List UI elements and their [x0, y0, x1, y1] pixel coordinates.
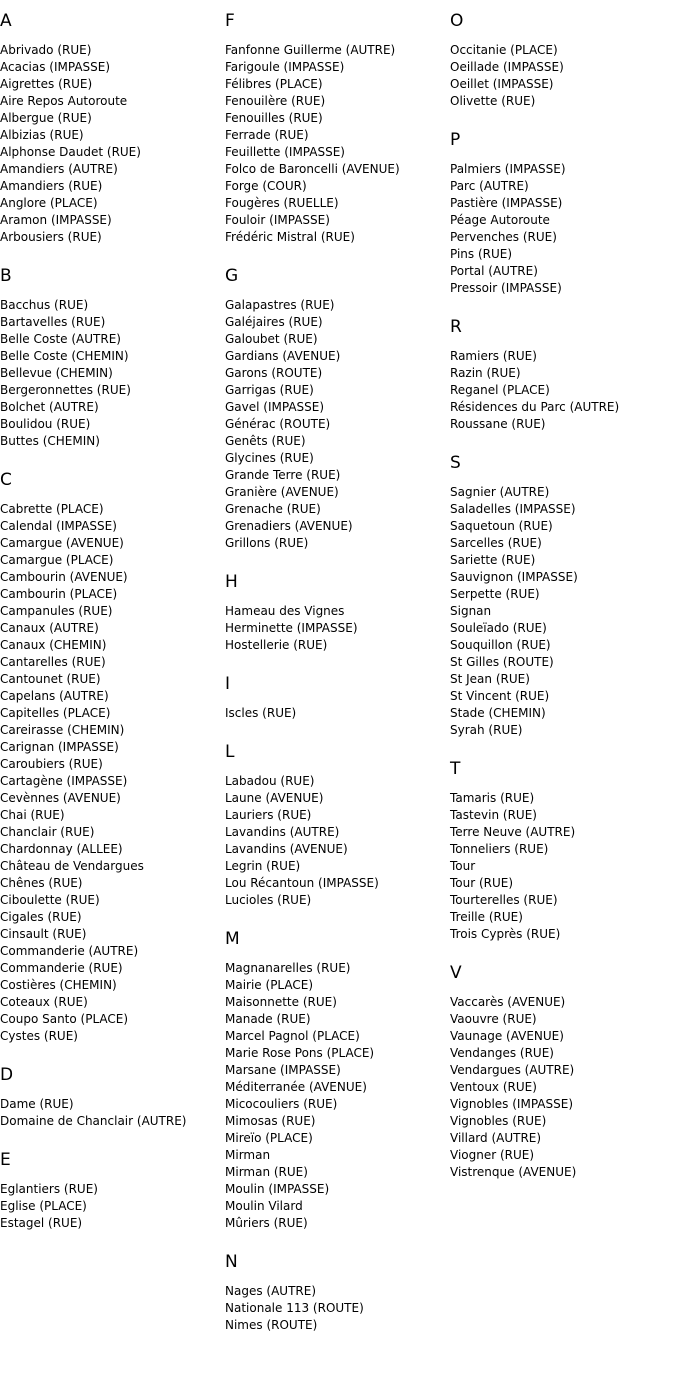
letter-section	[225, 1249, 450, 1334]
street-name: Fanfonne Guillerme (AUTRE)	[225, 43, 396, 57]
street-name: Canaux (CHEMIN)	[0, 638, 107, 652]
letter-section	[225, 569, 450, 654]
street-name: Cartagène (IMPASSE)	[0, 774, 128, 788]
letter-section	[225, 926, 450, 1232]
street-name: Pins (RUE)	[450, 247, 513, 261]
street-name: Lou Récantoun (IMPASSE)	[225, 876, 379, 890]
street-name: Camargue (AVENUE)	[0, 536, 124, 550]
street-name: Reganel (PLACE)	[450, 383, 550, 397]
street-name: Souquillon (RUE)	[450, 638, 551, 652]
street-name: Lucioles (RUE)	[225, 893, 312, 907]
letter-section	[450, 314, 675, 433]
street-name: Belle Coste (CHEMIN)	[0, 349, 129, 363]
section-letter-heading: H	[225, 572, 238, 592]
street-name: Galapastres (RUE)	[225, 298, 335, 312]
street-name: Mirman	[225, 1148, 271, 1162]
street-list	[225, 705, 450, 722]
street-name: Chai (RUE)	[0, 808, 65, 822]
street-name: Glycines (RUE)	[225, 451, 314, 465]
street-name: Aramon (IMPASSE)	[0, 213, 112, 227]
street-name: Razin (RUE)	[450, 366, 521, 380]
letter-section	[225, 263, 450, 552]
letter-section	[0, 8, 225, 246]
street-list	[0, 1181, 225, 1232]
street-name: Tonneliers (RUE)	[450, 842, 549, 856]
street-name: Résidences du Parc (AUTRE)	[450, 400, 620, 414]
street-name: Générac (ROUTE)	[225, 417, 331, 431]
street-name: Lauriers (RUE)	[225, 808, 312, 822]
street-name: Portal (AUTRE)	[450, 264, 538, 278]
street-name: Vaccarès (AVENUE)	[450, 995, 566, 1009]
street-name: St Jean (RUE)	[450, 672, 530, 686]
street-name: Feuillette (IMPASSE)	[225, 145, 345, 159]
street-name: Vignobles (IMPASSE)	[450, 1097, 573, 1111]
street-name: Syrah (RUE)	[450, 723, 523, 737]
index-column	[225, 8, 450, 1351]
street-name: Péage Autoroute	[450, 213, 550, 227]
street-name: Farigoule (IMPASSE)	[225, 60, 345, 74]
street-name: Bergeronnettes (RUE)	[0, 383, 131, 397]
letter-section	[0, 467, 225, 1045]
street-name: Ramiers (RUE)	[450, 349, 537, 363]
street-name: Grillons (RUE)	[225, 536, 309, 550]
section-letter-heading: T	[450, 759, 461, 779]
street-name: Belle Coste (AUTRE)	[0, 332, 121, 346]
street-name: Hostellerie (RUE)	[225, 638, 328, 652]
street-list	[225, 297, 450, 552]
street-name: Herminette (IMPASSE)	[225, 621, 358, 635]
street-name: Cabrette (PLACE)	[0, 502, 104, 516]
street-name: Lavandins (AVENUE)	[225, 842, 348, 856]
street-list	[450, 790, 675, 943]
street-name: Garrigas (RUE)	[225, 383, 314, 397]
section-letter-heading: C	[0, 470, 12, 490]
section-letter-heading: I	[225, 674, 231, 694]
street-name: Boulidou (RUE)	[0, 417, 91, 431]
street-name: Palmiers (IMPASSE)	[450, 162, 566, 176]
street-name: Granière (AVENUE)	[225, 485, 339, 499]
street-name: Maisonnette (RUE)	[225, 995, 337, 1009]
street-name: Careirasse (CHEMIN)	[0, 723, 125, 737]
street-name: Buttes (CHEMIN)	[0, 434, 100, 448]
street-name: Vistrenque (AVENUE)	[450, 1165, 577, 1179]
street-name: Cinsault (RUE)	[0, 927, 87, 941]
street-name: Galéjaires (RUE)	[225, 315, 323, 329]
letter-section	[0, 263, 225, 450]
street-name: Camargue (PLACE)	[0, 553, 114, 567]
street-name: Moulin (IMPASSE)	[225, 1182, 330, 1196]
street-name: Olivette (RUE)	[450, 94, 536, 108]
street-name: Lavandins (AUTRE)	[225, 825, 340, 839]
street-name: Calendal (IMPASSE)	[0, 519, 117, 533]
street-list	[450, 484, 675, 739]
street-name: Château de Vendargues	[0, 859, 144, 873]
letter-section	[225, 671, 450, 722]
street-name: Treille (RUE)	[450, 910, 523, 924]
street-name: Nimes (ROUTE)	[225, 1318, 318, 1332]
street-name: Aigrettes (RUE)	[0, 77, 93, 91]
street-name: Sarcelles (RUE)	[450, 536, 542, 550]
street-name: Arbousiers (RUE)	[0, 230, 102, 244]
street-name: Legrin (RUE)	[225, 859, 301, 873]
section-letter-heading: O	[450, 11, 464, 31]
street-name: Mirman (RUE)	[225, 1165, 308, 1179]
street-name: Vignobles (RUE)	[450, 1114, 547, 1128]
street-list	[225, 1283, 450, 1334]
street-name: Trois Cyprès (RUE)	[450, 927, 561, 941]
street-name: Gardians (AVENUE)	[225, 349, 341, 363]
section-letter-heading: A	[0, 11, 12, 31]
street-list	[450, 161, 675, 297]
section-letter-heading: S	[450, 453, 461, 473]
street-name: Marsane (IMPASSE)	[225, 1063, 341, 1077]
street-name: Sauvignon (IMPASSE)	[450, 570, 578, 584]
street-name: Villard (AUTRE)	[450, 1131, 542, 1145]
street-name: Costières (CHEMIN)	[0, 978, 117, 992]
street-list	[225, 960, 450, 1232]
street-name: Abrivado (RUE)	[0, 43, 92, 57]
street-name: Bacchus (RUE)	[0, 298, 89, 312]
street-name: Capelans (AUTRE)	[0, 689, 109, 703]
street-name: Vaouvre (RUE)	[450, 1012, 537, 1026]
street-name: Tour	[450, 859, 476, 873]
street-name: Tamaris (RUE)	[450, 791, 535, 805]
street-name: Galoubet (RUE)	[225, 332, 318, 346]
street-name: Dame (RUE)	[0, 1097, 74, 1111]
street-name: Souleïado (RUE)	[450, 621, 547, 635]
letter-section	[225, 739, 450, 909]
street-name: Gavel (IMPASSE)	[225, 400, 325, 414]
street-name: Serpette (RUE)	[450, 587, 540, 601]
street-name: Occitanie (PLACE)	[450, 43, 558, 57]
street-list	[225, 42, 450, 246]
section-letter-heading: N	[225, 1252, 238, 1272]
street-list	[450, 348, 675, 433]
street-name: Forge (COUR)	[225, 179, 307, 193]
street-name: Grande Terre (RUE)	[225, 468, 341, 482]
street-name: Pastière (IMPASSE)	[450, 196, 563, 210]
street-name: Aire Repos Autoroute	[0, 94, 128, 108]
street-name: Terre Neuve (AUTRE)	[450, 825, 576, 839]
street-name: Cystes (RUE)	[0, 1029, 78, 1043]
letter-section	[0, 1147, 225, 1232]
street-name: Capitelles (PLACE)	[0, 706, 111, 720]
index-column	[450, 8, 675, 1198]
street-name: Grenache (RUE)	[225, 502, 321, 516]
street-name: Carignan (IMPASSE)	[0, 740, 119, 754]
street-name: Vendanges (RUE)	[450, 1046, 554, 1060]
street-name: Coupo Santo (PLACE)	[0, 1012, 129, 1026]
street-name: Tour (RUE)	[450, 876, 514, 890]
street-list	[225, 603, 450, 654]
street-name: Vaunage (AVENUE)	[450, 1029, 564, 1043]
street-name: Bartavelles (RUE)	[0, 315, 106, 329]
section-letter-heading: F	[225, 11, 235, 31]
street-list	[0, 297, 225, 450]
street-list	[450, 42, 675, 110]
street-name: Saquetoun (RUE)	[450, 519, 553, 533]
street-name: Labadou (RUE)	[225, 774, 315, 788]
letter-section	[450, 8, 675, 110]
street-name: Cigales (RUE)	[0, 910, 82, 924]
street-name: Commanderie (AUTRE)	[0, 944, 139, 958]
street-name: Magnanarelles (RUE)	[225, 961, 351, 975]
street-name: Amandiers (RUE)	[0, 179, 103, 193]
street-name: Viogner (RUE)	[450, 1148, 535, 1162]
street-name: Nages (AUTRE)	[225, 1284, 317, 1298]
street-name: Cantarelles (RUE)	[0, 655, 106, 669]
street-name: Ventoux (RUE)	[450, 1080, 537, 1094]
street-name: Cambourin (PLACE)	[0, 587, 118, 601]
street-name: Chênes (RUE)	[0, 876, 83, 890]
street-name: Cambourin (AVENUE)	[0, 570, 128, 584]
section-letter-heading: V	[450, 963, 462, 983]
street-name: Fenouilère (RUE)	[225, 94, 326, 108]
street-name: Eglise (PLACE)	[0, 1199, 87, 1213]
street-name: Pervenches (RUE)	[450, 230, 557, 244]
section-letter-heading: B	[0, 266, 12, 286]
street-name: Estagel (RUE)	[0, 1216, 83, 1230]
street-name: Ciboulette (RUE)	[0, 893, 100, 907]
street-name: Grenadiers (AVENUE)	[225, 519, 353, 533]
street-name: Canaux (AUTRE)	[0, 621, 99, 635]
section-letter-heading: M	[225, 929, 240, 949]
street-name: Cevènnes (AVENUE)	[0, 791, 121, 805]
street-name: Amandiers (AUTRE)	[0, 162, 118, 176]
street-name: Bolchet (AUTRE)	[0, 400, 99, 414]
street-name: Cantounet (RUE)	[0, 672, 101, 686]
section-letter-heading: P	[450, 130, 461, 150]
street-name: Fouloir (IMPASSE)	[225, 213, 330, 227]
street-name: Campanules (RUE)	[0, 604, 113, 618]
street-name: Commanderie (RUE)	[0, 961, 123, 975]
street-name: Folco de Baroncelli (AVENUE)	[225, 162, 400, 176]
street-name: Tourterelles (RUE)	[450, 893, 558, 907]
street-name: Garons (ROUTE)	[225, 366, 323, 380]
street-name: Ferrade (RUE)	[225, 128, 309, 142]
street-name: Marcel Pagnol (PLACE)	[225, 1029, 360, 1043]
street-name: Alphonse Daudet (RUE)	[0, 145, 141, 159]
street-list	[0, 42, 225, 246]
street-name: Domaine de Chanclair (AUTRE)	[0, 1114, 187, 1128]
letter-section	[225, 8, 450, 246]
street-name: Méditerranée (AVENUE)	[225, 1080, 367, 1094]
street-name: Fenouilles (RUE)	[225, 111, 323, 125]
street-name: Mimosas (RUE)	[225, 1114, 316, 1128]
street-name: Manade (RUE)	[225, 1012, 311, 1026]
street-name: Félibres (PLACE)	[225, 77, 323, 91]
street-list	[225, 773, 450, 909]
street-name: Caroubiers (RUE)	[0, 757, 103, 771]
section-letter-heading: E	[0, 1150, 11, 1170]
street-name: Frédéric Mistral (RUE)	[225, 230, 355, 244]
street-name: Stade (CHEMIN)	[450, 706, 546, 720]
street-name: Laune (AVENUE)	[225, 791, 324, 805]
street-name: Pressoir (IMPASSE)	[450, 281, 562, 295]
street-name: Tastevin (RUE)	[450, 808, 537, 822]
street-name: Vendargues (AUTRE)	[450, 1063, 575, 1077]
street-name: Chanclair (RUE)	[0, 825, 95, 839]
letter-section	[0, 1062, 225, 1130]
street-name: Iscles (RUE)	[225, 706, 297, 720]
street-name: Mireïo (PLACE)	[225, 1131, 313, 1145]
street-name: Micocouliers (RUE)	[225, 1097, 338, 1111]
street-name: Fougères (RUELLE)	[225, 196, 339, 210]
street-name: Oeillade (IMPASSE)	[450, 60, 564, 74]
street-name: Chardonnay (ALLEE)	[0, 842, 123, 856]
street-list	[0, 1096, 225, 1130]
street-name: Hameau des Vignes	[225, 604, 345, 618]
street-name: Saladelles (IMPASSE)	[450, 502, 576, 516]
street-name: Acacias (IMPASSE)	[0, 60, 111, 74]
section-letter-heading: L	[225, 742, 235, 762]
street-name: Oeillet (IMPASSE)	[450, 77, 554, 91]
street-name: St Vincent (RUE)	[450, 689, 550, 703]
street-name: Signan	[450, 604, 492, 618]
street-name: Bellevue (CHEMIN)	[0, 366, 113, 380]
street-list	[450, 994, 675, 1181]
street-name: Sariette (RUE)	[450, 553, 536, 567]
street-list	[0, 501, 225, 1045]
section-letter-heading: G	[225, 266, 239, 286]
street-name: Marie Rose Pons (PLACE)	[225, 1046, 375, 1060]
street-name: Albergue (RUE)	[0, 111, 92, 125]
street-name: St Gilles (ROUTE)	[450, 655, 554, 669]
letter-section	[450, 756, 675, 943]
index-column	[0, 8, 225, 1249]
street-name: Mairie (PLACE)	[225, 978, 314, 992]
section-letter-heading: R	[450, 317, 462, 337]
letter-section	[450, 960, 675, 1181]
street-name: Coteaux (RUE)	[0, 995, 88, 1009]
street-name: Genêts (RUE)	[225, 434, 306, 448]
street-name: Mûriers (RUE)	[225, 1216, 308, 1230]
letter-section	[450, 450, 675, 739]
street-name: Sagnier (AUTRE)	[450, 485, 550, 499]
street-name: Eglantiers (RUE)	[0, 1182, 98, 1196]
section-letter-heading: D	[0, 1065, 14, 1085]
street-name: Moulin Vilard	[225, 1199, 303, 1213]
street-name: Albizias (RUE)	[0, 128, 84, 142]
street-name: Parc (AUTRE)	[450, 179, 529, 193]
street-name: Nationale 113 (ROUTE)	[225, 1301, 364, 1315]
letter-section	[450, 127, 675, 297]
street-name: Roussane (RUE)	[450, 417, 546, 431]
street-name: Anglore (PLACE)	[0, 196, 98, 210]
